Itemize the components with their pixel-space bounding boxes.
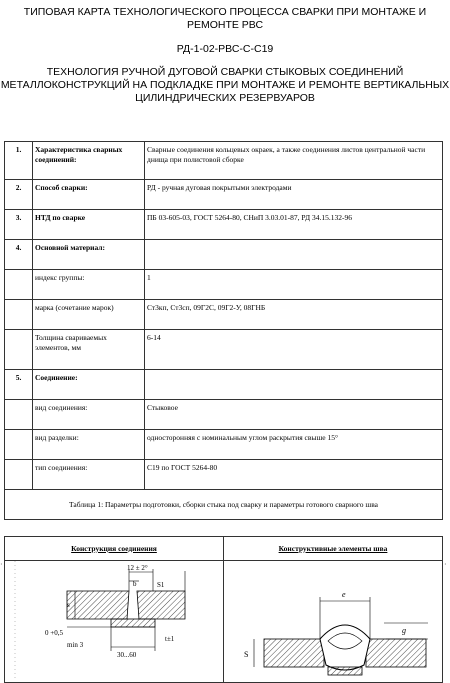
row-value: 6-14 bbox=[145, 330, 443, 370]
margin-dots-left: · bbox=[0, 560, 3, 569]
row-number-empty bbox=[5, 300, 33, 330]
table1 bbox=[4, 536, 443, 683]
table-row bbox=[5, 430, 443, 460]
row-number-empty bbox=[5, 400, 33, 430]
document-title: ТИПОВАЯ КАРТА ТЕХНОЛОГИЧЕСКОГО ПРОЦЕССА СВАРКИ ПРИ МОНТАЖЕ И РЕМОНТЕ РВС bbox=[23, 6, 427, 31]
row-value: Стыковое bbox=[145, 400, 443, 430]
table-row bbox=[5, 330, 443, 370]
right-plate bbox=[366, 639, 426, 667]
row-number-empty bbox=[5, 460, 33, 490]
backing-strip bbox=[111, 619, 155, 627]
row-number: 5. bbox=[5, 370, 33, 400]
row-value bbox=[145, 370, 443, 400]
row-label: Основной материал: bbox=[33, 240, 145, 270]
row-label: вид разделки: bbox=[33, 430, 145, 460]
row-number-empty bbox=[5, 330, 33, 370]
dim-s1-label: S1 bbox=[157, 581, 165, 589]
backing-strip bbox=[328, 667, 362, 675]
row-label: индекс группы: bbox=[33, 270, 145, 300]
left-plate bbox=[67, 591, 129, 619]
row-label: Способ сварки: bbox=[33, 180, 145, 210]
document-code: РД-1-02-РВС-С-С19 bbox=[176, 43, 274, 55]
table-row bbox=[5, 490, 443, 520]
row-value: РД - ручная дуговая покрытыми электродами bbox=[145, 180, 443, 210]
table-row bbox=[5, 460, 443, 490]
row-number-empty bbox=[5, 430, 33, 460]
drawing2-cell bbox=[224, 561, 443, 683]
row-label: Соединение: bbox=[33, 370, 145, 400]
table-row bbox=[5, 142, 443, 180]
dim-min-label: min 3 bbox=[67, 641, 84, 649]
margin-dots-right: · bbox=[444, 560, 447, 569]
table-row bbox=[5, 300, 443, 330]
table-row bbox=[5, 180, 443, 210]
row-value: Сварные соединения кольцевых окраек, а также соединения листов центральной части днища при полистовой сборке bbox=[145, 142, 443, 180]
table-row bbox=[5, 270, 443, 300]
row-label: Толщина свариваемых элементов, мм bbox=[33, 330, 145, 370]
row-value: Ст3кп, Ст3сп, 09Г2С, 09Г2-У, 08ГНБ bbox=[145, 300, 443, 330]
row-label: НТД по сварке bbox=[33, 210, 145, 240]
row-label: вид соединения: bbox=[33, 400, 145, 430]
left-plate bbox=[264, 639, 324, 667]
table-row bbox=[5, 537, 443, 561]
dim-e-label: e bbox=[342, 590, 346, 599]
row-value: 1 bbox=[145, 270, 443, 300]
dim-gap-label: 0 +0,5 bbox=[45, 629, 63, 637]
dim-s-label: s bbox=[67, 601, 70, 609]
dim-s-label: S bbox=[244, 650, 249, 659]
row-value: С19 по ГОСТ 5264-80 bbox=[145, 460, 443, 490]
drawing1-cell bbox=[5, 561, 224, 683]
welding-card-table bbox=[4, 141, 443, 520]
table-row bbox=[5, 210, 443, 240]
row-number: 1. bbox=[5, 142, 33, 180]
document-subtitle: ТЕХНОЛОГИЯ РУЧНОЙ ДУГОВОЙ СВАРКИ СТЫКОВЫХ СОЕДИНЕНИЙ МЕТАЛЛОКОНСТРУКЦИЙ НА ПОДКЛАДКЕ ПРИ МОНТАЖЕ И РЕМОНТЕ ВЕРТИКАЛЬНЫХ ЦИЛИНДРИЧЕСКИХ РЕЗЕРВУАРОВ bbox=[0, 66, 450, 104]
table-row bbox=[5, 561, 443, 683]
table-row bbox=[5, 370, 443, 400]
dim-b-label: b bbox=[133, 580, 137, 588]
row-number: 4. bbox=[5, 240, 33, 270]
row-number: 3. bbox=[5, 210, 33, 240]
weld-elements-drawing bbox=[224, 561, 442, 679]
dim-angle-label: 12 ± 2° bbox=[127, 564, 148, 572]
row-number: 2. bbox=[5, 180, 33, 210]
joint-construction-drawing bbox=[5, 561, 223, 679]
table-row bbox=[5, 240, 443, 270]
table1-caption: Таблица 1: Параметры подготовки, сборки стыка под сварку и параметры готового сварного шва bbox=[5, 490, 443, 520]
row-label: марка (сочетание марок) bbox=[33, 300, 145, 330]
row-value bbox=[145, 240, 443, 270]
table-row bbox=[5, 400, 443, 430]
col-header-elements: Конструктивные элементы шва bbox=[224, 537, 443, 561]
row-label: Характеристика сварных соединений: bbox=[33, 142, 145, 180]
row-value: ПБ 03-605-03, ГОСТ 5264-80, СНиП 3.03.01-87, РД 34.15.132-96 bbox=[145, 210, 443, 240]
right-plate bbox=[137, 591, 185, 619]
row-value: односторонняя с номинальным углом раскрытия свыше 15° bbox=[145, 430, 443, 460]
row-label: тип соединения: bbox=[33, 460, 145, 490]
dim-g-label: g bbox=[402, 626, 406, 635]
col-header-construction: Конструкция соединения bbox=[5, 537, 224, 561]
dim-width-label: 30...60 bbox=[117, 651, 137, 659]
row-number-empty bbox=[5, 270, 33, 300]
dim-t-label: t±1 bbox=[165, 635, 175, 643]
weld-bead bbox=[320, 625, 370, 670]
